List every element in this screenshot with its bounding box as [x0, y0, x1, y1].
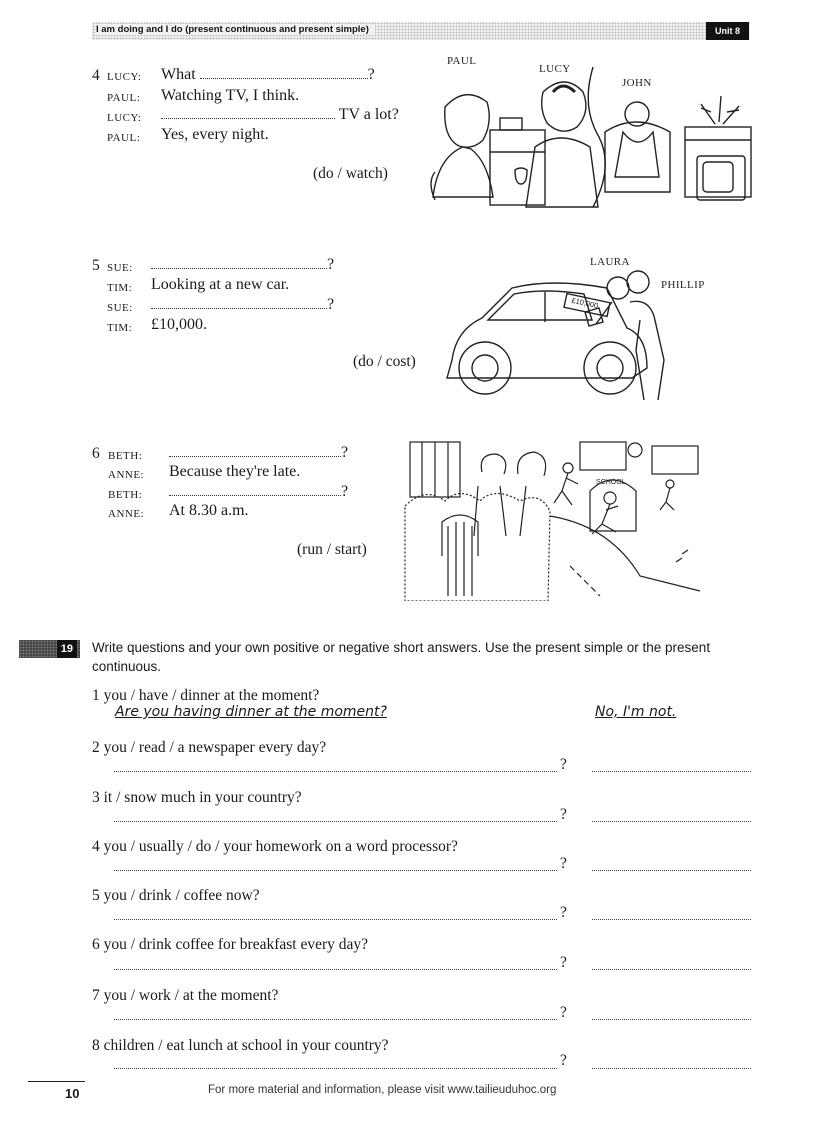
item-prompt: you / usually / do / your homework on a word processor? — [103, 838, 458, 855]
dialogue-number: 4 — [92, 67, 100, 84]
exercise-number: 19 — [57, 640, 77, 658]
question-mark: ? — [560, 904, 567, 921]
question-answer-line[interactable] — [114, 918, 557, 920]
dialogue-text: Looking at a new car. — [151, 276, 290, 293]
footer-text: For more material and information, please visit www.tailieuduhoc.org — [208, 1084, 557, 1096]
dialogue-text-end: ? — [327, 296, 335, 313]
page-number: 10 — [65, 1086, 80, 1101]
illus-label-john: JOHN — [622, 77, 652, 89]
dialogue-number: 6 — [92, 445, 100, 462]
item-number: 5 — [92, 887, 100, 904]
short-answer-line[interactable] — [592, 770, 751, 772]
school-sign: SCHOOL — [596, 479, 626, 486]
dialogue-text: Because they're late. — [169, 463, 301, 480]
item-prompt: it / snow much in your country? — [103, 789, 302, 806]
question-mark: ? — [560, 756, 567, 773]
dialogue-line — [161, 66, 375, 84]
illustration-tv-room — [415, 52, 755, 212]
speaker-label: TIM: — [107, 322, 133, 334]
dialogue-line — [151, 256, 334, 274]
dialogue-line — [151, 296, 334, 314]
verb-hint: (do / cost) — [353, 353, 416, 370]
question-answer-line[interactable] — [114, 770, 557, 772]
answer-blank[interactable] — [200, 66, 368, 79]
question-answer-line[interactable] — [114, 820, 557, 822]
speaker-label: ANNE: — [108, 469, 145, 481]
answer-blank[interactable] — [161, 106, 335, 119]
example-short-answer: No, I'm not. — [595, 704, 677, 720]
question-mark: ? — [560, 1004, 567, 1021]
dialogue-text: Watching TV, I think. — [161, 87, 300, 104]
item-prompt: you / drink coffee for breakfast every day? — [103, 936, 369, 953]
item-prompt: children / eat lunch at school in your country? — [103, 1037, 389, 1054]
question-answer-line[interactable] — [114, 869, 557, 871]
unit-header-bar — [92, 22, 750, 40]
speaker-label: BETH: — [108, 450, 143, 462]
dialogue-text: What — [161, 66, 196, 83]
exercise-item — [92, 687, 319, 705]
illus-label-phillip: PHILLIP — [661, 279, 705, 291]
dialogue-line — [169, 444, 348, 462]
short-answer-line[interactable] — [592, 1018, 751, 1020]
answer-blank[interactable] — [151, 296, 327, 309]
answer-blank[interactable] — [151, 256, 327, 269]
answer-blank[interactable] — [169, 444, 341, 457]
item-prompt: you / read / a newspaper every day? — [103, 739, 327, 756]
dialogue-text: At 8.30 a.m. — [169, 502, 249, 519]
unit-header-title: I am doing and I do (present continuous and present simple) — [96, 24, 375, 35]
dialogue-line — [161, 106, 399, 124]
speaker-label: TIM: — [107, 282, 133, 294]
speaker-label: SUE: — [107, 302, 133, 314]
illustration-car — [440, 250, 720, 410]
unit-badge: Unit 8 — [706, 22, 749, 40]
item-number: 7 — [92, 987, 100, 1004]
exercise-item — [92, 887, 260, 905]
page-number-rule — [28, 1081, 85, 1082]
example-answer: Are you having dinner at the moment? — [115, 704, 387, 720]
item-number: 8 — [92, 1037, 100, 1054]
speaker-label: PAUL: — [107, 92, 141, 104]
short-answer-line[interactable] — [592, 869, 751, 871]
question-mark: ? — [560, 1052, 567, 1069]
item-number: 6 — [92, 936, 100, 953]
short-answer-line[interactable] — [592, 1067, 751, 1069]
item-number: 1 — [92, 687, 100, 704]
dialogue-text-end: ? — [341, 483, 349, 500]
question-answer-line[interactable] — [114, 1018, 557, 1020]
exercise-item — [92, 936, 368, 954]
exercise-item — [92, 838, 458, 856]
item-prompt: you / have / dinner at the moment? — [103, 687, 320, 704]
dialogue-line — [169, 483, 348, 501]
item-prompt: you / drink / coffee now? — [103, 887, 260, 904]
exercise-item — [92, 789, 302, 807]
dialogue-text-end: TV a lot? — [338, 106, 399, 123]
exercise-number-badge — [19, 640, 80, 658]
dialogue-text-end: ? — [341, 444, 349, 461]
item-number: 2 — [92, 739, 100, 756]
dialogue-text-end: ? — [367, 66, 375, 83]
paul-head-shape — [445, 95, 489, 148]
speaker-label: BETH: — [108, 489, 143, 501]
short-answer-line[interactable] — [592, 820, 751, 822]
dialogue-text: £10,000. — [151, 316, 207, 333]
illus-label-laura: LAURA — [590, 256, 630, 268]
dialogue-text-end: ? — [327, 256, 335, 273]
car-price-sign: £10,000 — [570, 295, 600, 311]
car-body-shape — [447, 283, 647, 378]
illus-label-paul: PAUL — [447, 55, 477, 67]
answer-blank[interactable] — [169, 483, 341, 496]
exercise-item — [92, 1037, 389, 1055]
illustration-school-street — [400, 436, 710, 601]
speaker-label: ANNE: — [108, 508, 145, 520]
exercise-item — [92, 987, 278, 1005]
illus-label-lucy: LUCY — [539, 63, 571, 75]
question-mark: ? — [560, 954, 567, 971]
dialogue-number: 5 — [92, 257, 100, 274]
short-answer-line[interactable] — [592, 968, 751, 970]
question-mark: ? — [560, 806, 567, 823]
short-answer-line[interactable] — [592, 918, 751, 920]
item-prompt: you / work / at the moment? — [103, 987, 279, 1004]
speaker-label: PAUL: — [107, 132, 141, 144]
question-mark: ? — [560, 855, 567, 872]
speaker-label: LUCY: — [107, 71, 142, 83]
speaker-label: SUE: — [107, 262, 133, 274]
verb-hint: (run / start) — [297, 541, 367, 558]
exercise-instruction: Write questions and your own positive or negative short answers. Use the present simple or the present continuous. — [92, 640, 711, 674]
verb-hint: (do / watch) — [313, 165, 388, 182]
item-number: 4 — [92, 838, 100, 855]
speaker-label: LUCY: — [107, 112, 142, 124]
question-answer-line[interactable] — [114, 1067, 557, 1069]
exercise-item — [92, 739, 326, 757]
dialogue-text: Yes, every night. — [161, 126, 269, 143]
question-answer-line[interactable] — [114, 968, 557, 970]
item-number: 3 — [92, 789, 100, 806]
